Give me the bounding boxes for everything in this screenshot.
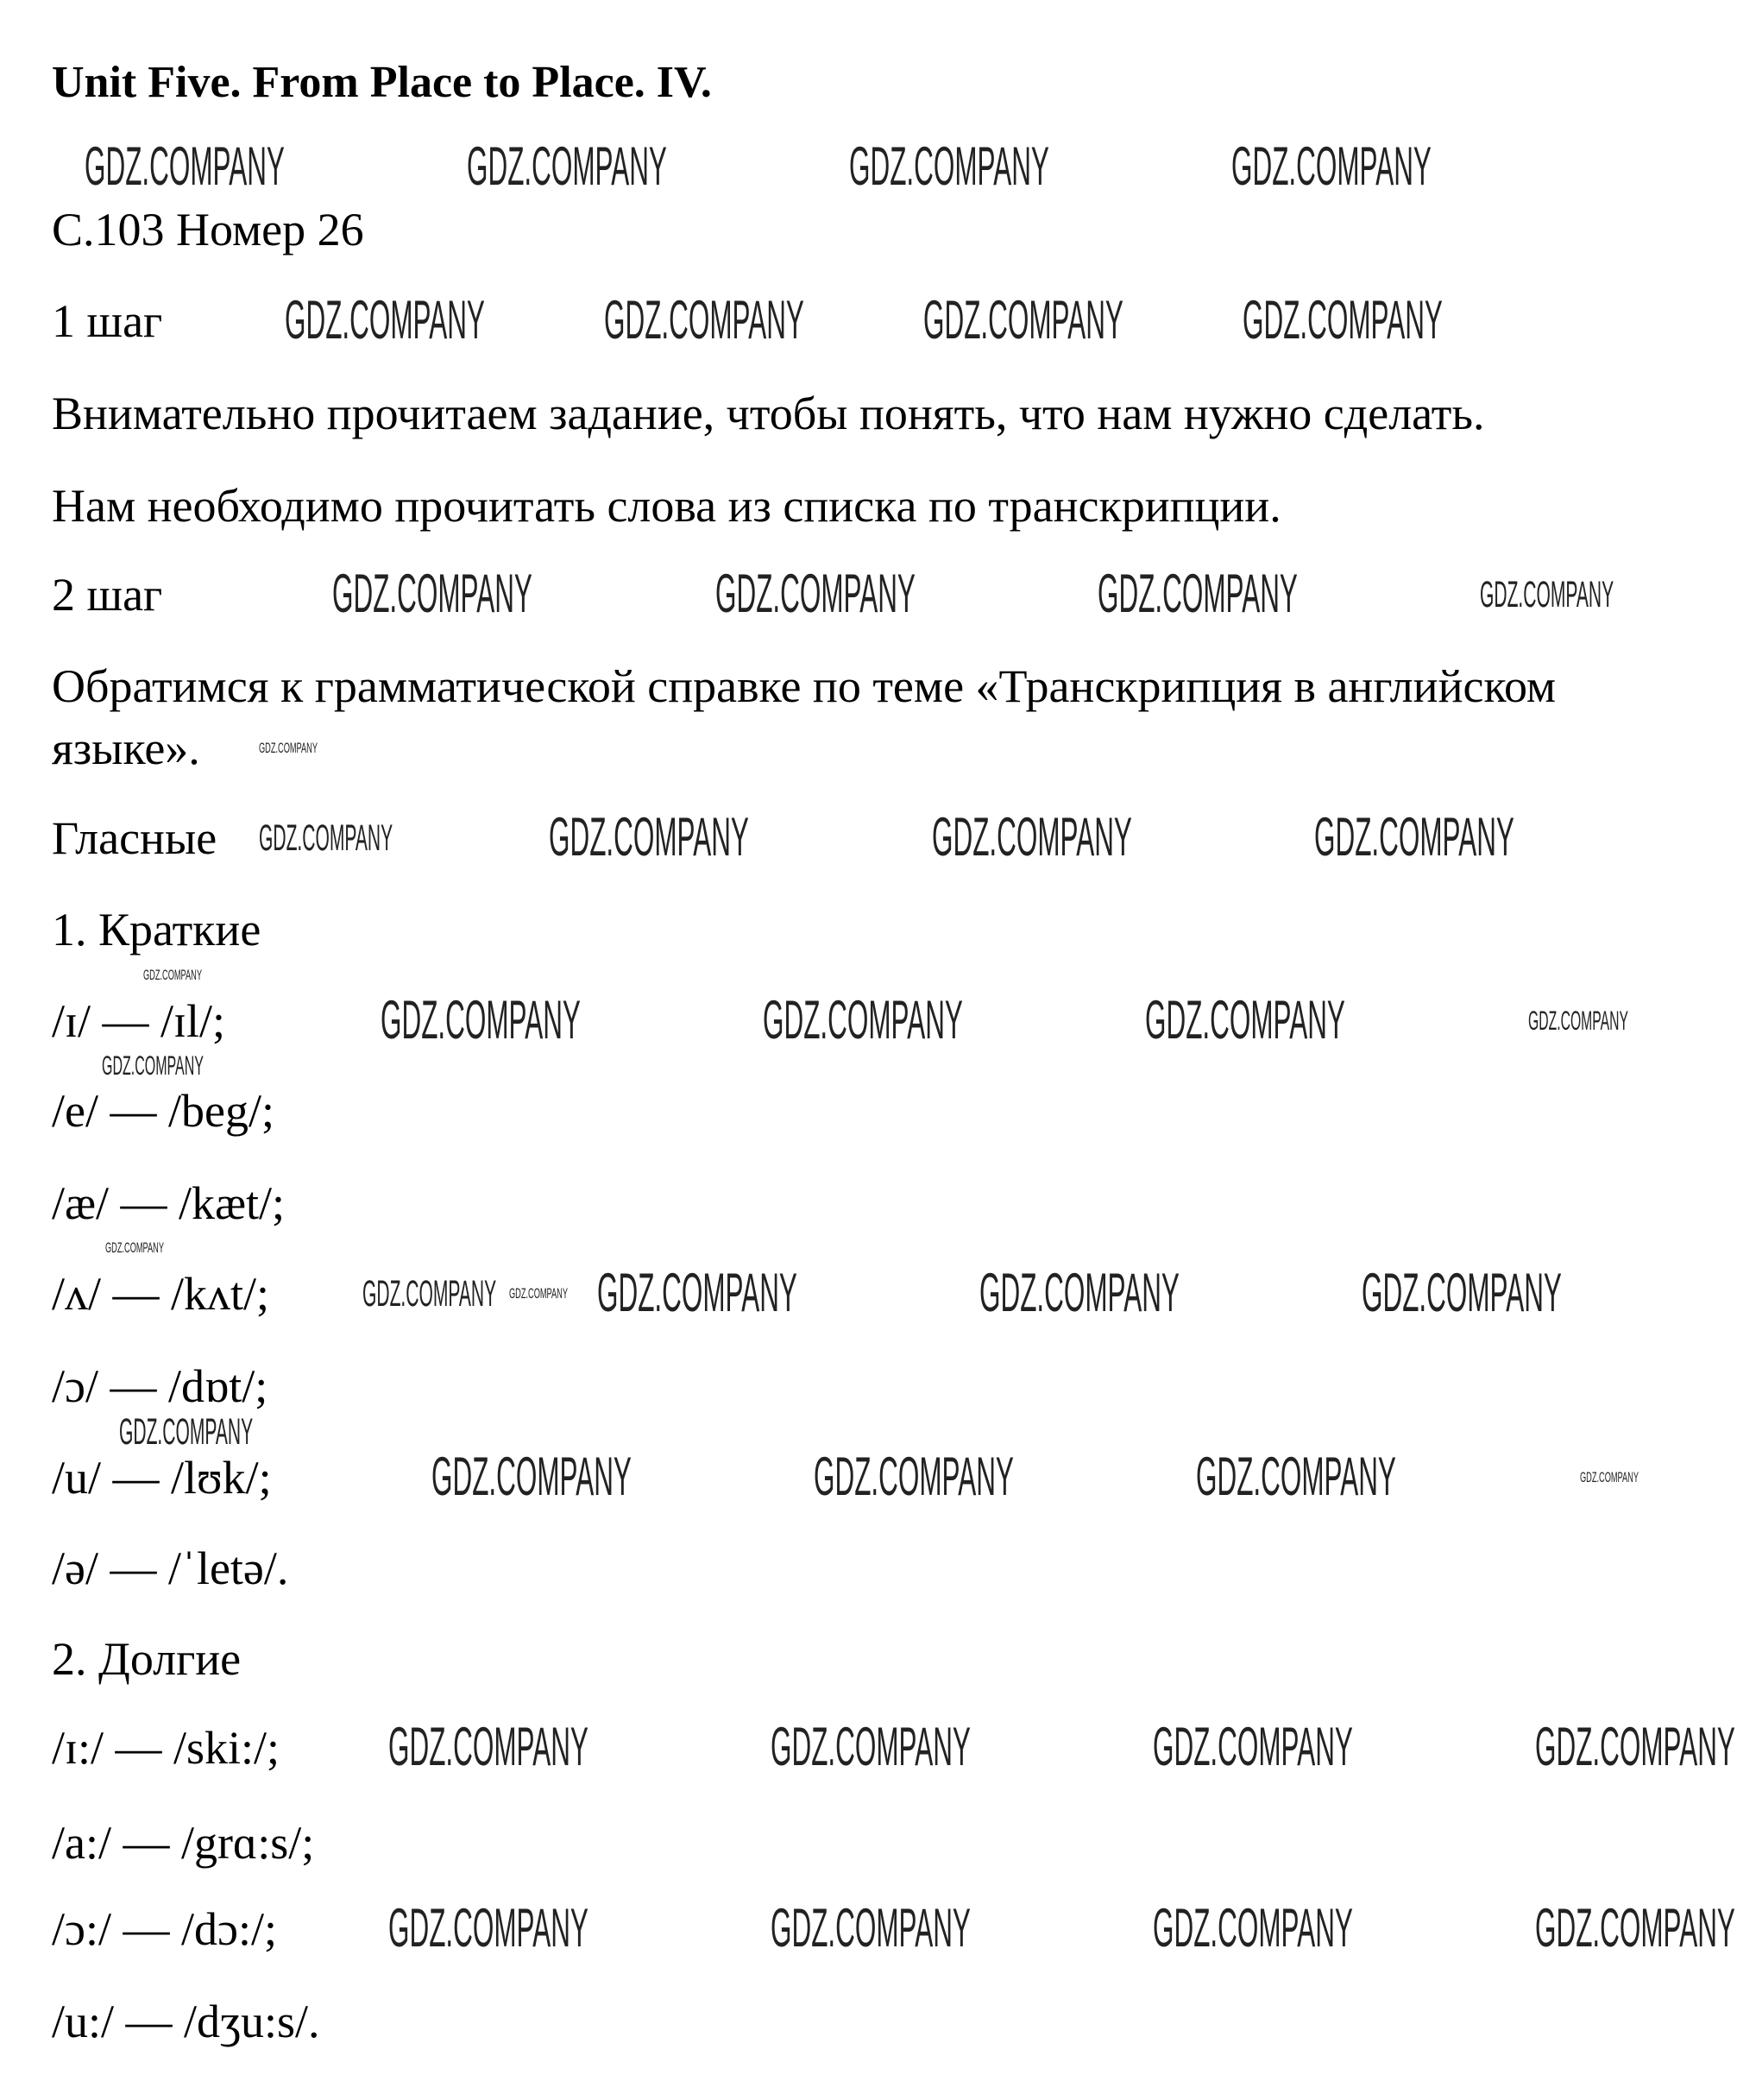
watermark-text: GDZ.COMPANY (332, 564, 532, 624)
watermark-text: GDZ.COMPANY (1231, 136, 1432, 197)
watermark-text: GDZ.COMPANY (259, 740, 318, 756)
watermark-text: GDZ.COMPANY (467, 136, 667, 197)
watermark-text: GDZ.COMPANY (1528, 1005, 1628, 1036)
short-vowel-item: /ɔ/ — /dɒt/; (52, 1360, 268, 1412)
watermark-text: GDZ.COMPANY (285, 290, 485, 350)
step-2-text-line-2: языке». (52, 722, 200, 774)
long-vowel-item: /u:/ — /dʒu:s/. (52, 1996, 320, 2047)
watermark-text: GDZ.COMPANY (597, 1263, 797, 1323)
watermark-text: GDZ.COMPANY (715, 564, 916, 624)
short-vowel-item: /e/ — /beg/; (52, 1085, 274, 1137)
watermark-text: GDZ.COMPANY (143, 967, 202, 983)
watermark-text: GDZ.COMPANY (814, 1447, 1014, 1507)
watermark-text: GDZ.COMPANY (1535, 1717, 1735, 1777)
short-vowel-item: /ə/ — /ˈletə/. (52, 1542, 289, 1594)
watermark-text: GDZ.COMPANY (1362, 1263, 1562, 1323)
watermark-text: GDZ.COMPANY (1098, 564, 1298, 624)
vowels-heading: Гласные (52, 812, 217, 864)
watermark-text: GDZ.COMPANY (771, 1717, 971, 1777)
watermark-text: GDZ.COMPANY (381, 990, 581, 1050)
watermark-text: GDZ.COMPANY (119, 1411, 254, 1453)
watermark-text: GDZ.COMPANY (259, 817, 393, 859)
watermark-text: GDZ.COMPANY (388, 1717, 588, 1777)
watermark-text: GDZ.COMPANY (923, 290, 1123, 350)
step-2-label: 2 шаг (52, 569, 163, 621)
watermark-text: GDZ.COMPANY (604, 290, 804, 350)
step-1-label: 1 шаг (52, 295, 163, 347)
short-vowels-heading: 1. Краткие (52, 904, 261, 955)
watermark-text: GDZ.COMPANY (549, 807, 749, 867)
watermark-text: GDZ.COMPANY (388, 1898, 588, 1958)
watermark-text: GDZ.COMPANY (932, 807, 1132, 867)
watermark-text: GDZ.COMPANY (1535, 1898, 1735, 1958)
short-vowel-item: /ɪ/ — /ɪl/; (52, 995, 226, 1047)
watermark-text: GDZ.COMPANY (1580, 1469, 1639, 1485)
watermark-text: GDZ.COMPANY (849, 136, 1049, 197)
watermark-text: GDZ.COMPANY (771, 1898, 971, 1958)
watermark-text: GDZ.COMPANY (1480, 574, 1614, 615)
page-title: Unit Five. From Place to Place. IV. (52, 58, 712, 107)
long-vowel-item: /a:/ — /grɑ:s/; (52, 1817, 315, 1869)
long-vowel-item: /ɔ:/ — /dɔ:/; (52, 1903, 277, 1955)
step-1-text-1: Внимательно прочитаем задание, чтобы понять, что нам нужно сделать. (52, 388, 1485, 439)
watermark-text: GDZ.COMPANY (102, 1050, 204, 1081)
watermark-text: GDZ.COMPANY (1145, 990, 1345, 1050)
watermark-text: GDZ.COMPANY (763, 990, 963, 1050)
short-vowel-item: /ʌ/ — /kʌt/; (52, 1268, 270, 1320)
watermark-text: GDZ.COMPANY (1196, 1447, 1396, 1507)
watermark-text: GDZ.COMPANY (509, 1285, 568, 1302)
step-2-text-line-1: Обратимся к грамматической справке по теме «Транскрипция в английском (52, 660, 1557, 712)
watermark-text: GDZ.COMPANY (1314, 807, 1514, 867)
watermark-text: GDZ.COMPANY (362, 1273, 497, 1315)
watermark-text: GDZ.COMPANY (85, 136, 285, 197)
watermark-text: GDZ.COMPANY (979, 1263, 1180, 1323)
step-1-text-2: Нам необходимо прочитать слова из списка по транскрипции. (52, 480, 1281, 532)
watermark-text: GDZ.COMPANY (1153, 1898, 1353, 1958)
long-vowels-heading: 2. Долгие (52, 1633, 242, 1685)
watermark-text: GDZ.COMPANY (1153, 1717, 1353, 1777)
watermark-text: GDZ.COMPANY (431, 1447, 632, 1507)
long-vowel-item: /ɪ:/ — /ski:/; (52, 1722, 280, 1774)
watermark-text: GDZ.COMPANY (105, 1239, 164, 1256)
short-vowel-item: /u/ — /lʊk/; (52, 1452, 272, 1504)
short-vowel-item: /æ/ — /kæt/; (52, 1177, 286, 1229)
exercise-reference: С.103 Номер 26 (52, 204, 364, 255)
watermark-text: GDZ.COMPANY (1243, 290, 1443, 350)
